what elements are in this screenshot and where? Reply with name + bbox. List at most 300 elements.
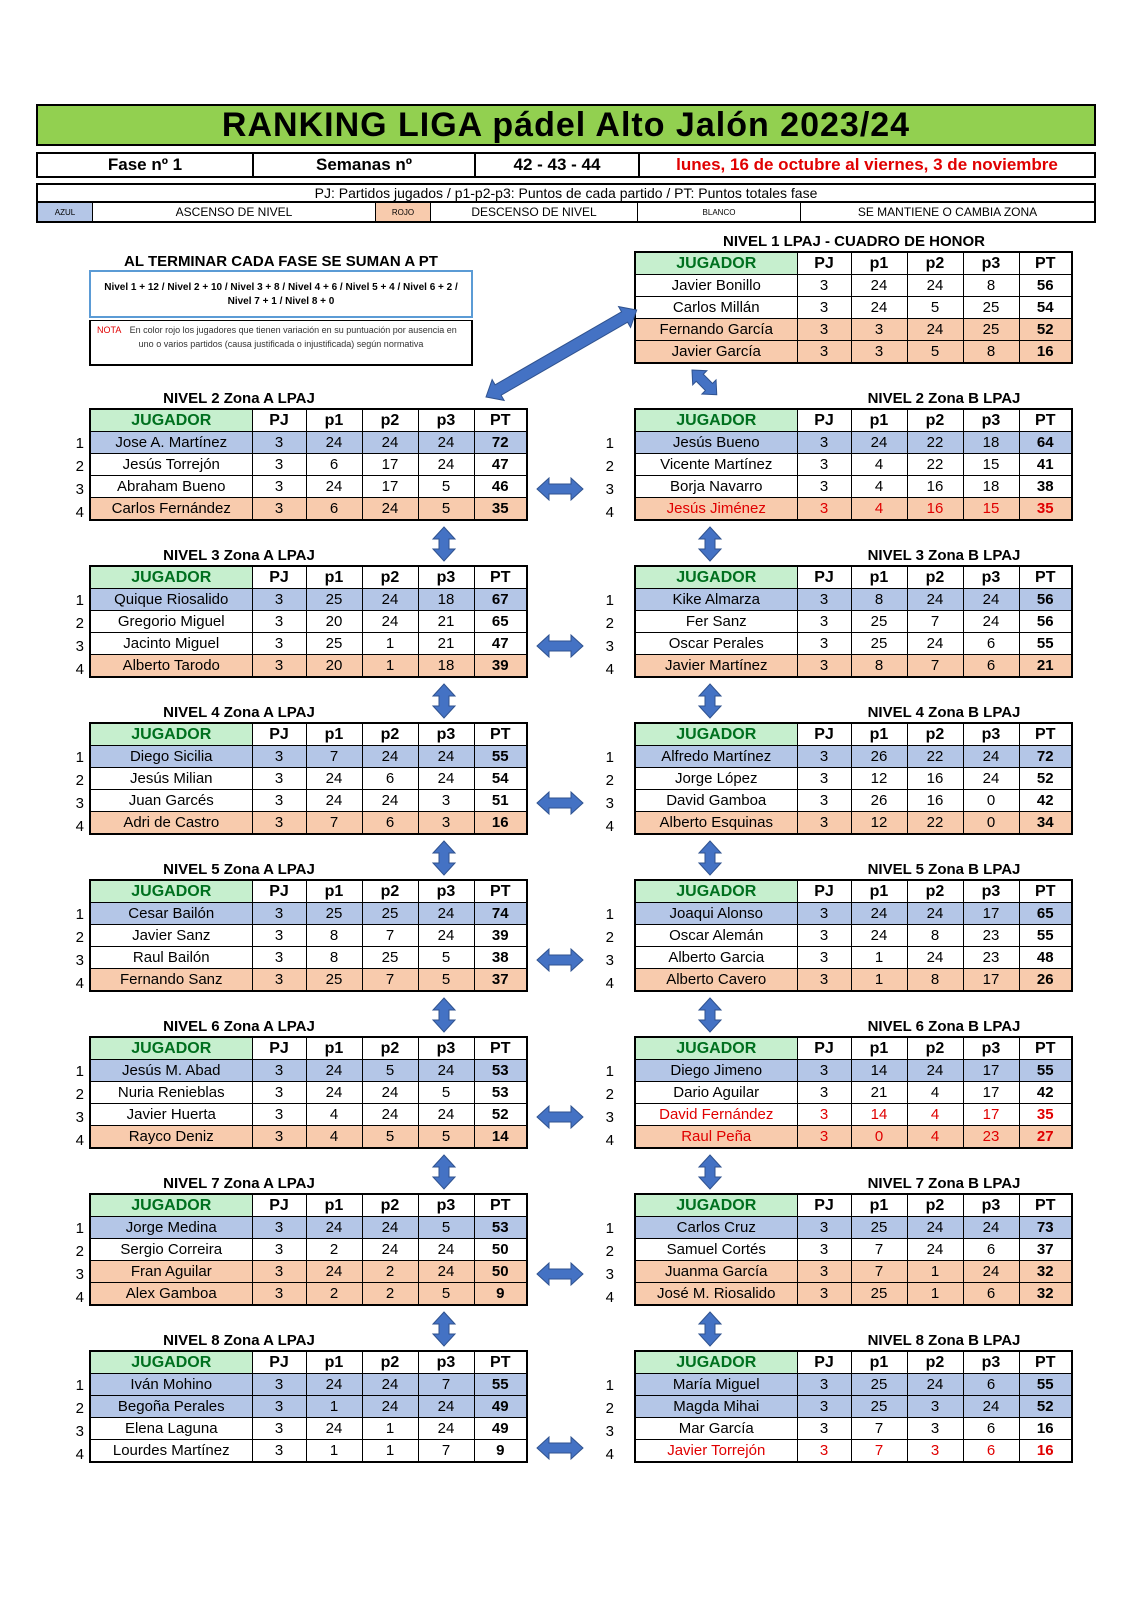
cell-p2: 24	[362, 1217, 418, 1239]
table-row	[635, 790, 1072, 812]
cell-pt: 38	[1019, 476, 1072, 498]
cell-pj: 3	[797, 746, 851, 768]
cell-p1: 3	[851, 319, 907, 341]
color-legend	[36, 203, 1096, 223]
double-arrow-icon	[433, 1155, 455, 1189]
cell-name: Jose A. Martínez	[90, 432, 252, 454]
cell-p2: 24	[362, 1104, 418, 1126]
row-number: 3	[75, 481, 84, 498]
cell-p1: 20	[306, 655, 362, 678]
page-title: RANKING LIGA pádel Alto Jalón 2023/24	[36, 104, 1096, 146]
ranking-table-n3a	[89, 565, 528, 678]
weeks-label: Semanas nº	[254, 154, 476, 176]
cell-name: Juanma García	[635, 1261, 797, 1283]
table-row	[635, 746, 1072, 768]
cell-p1: 2	[306, 1283, 362, 1306]
ranking-table-n3b	[634, 565, 1073, 678]
cell-pt: 52	[1019, 768, 1072, 790]
cell-name: Abraham Bueno	[90, 476, 252, 498]
column-header: PT	[474, 1351, 527, 1374]
cell-pj: 3	[252, 454, 306, 476]
cell-p2: 17	[362, 476, 418, 498]
column-header: p3	[963, 1351, 1019, 1374]
cell-p3: 24	[418, 925, 474, 947]
table-row	[90, 589, 527, 611]
cell-p3: 24	[418, 903, 474, 925]
cell-p3: 5	[418, 1126, 474, 1149]
column-header: PJ	[797, 252, 851, 275]
cell-p3: 24	[418, 1418, 474, 1440]
column-header: p1	[306, 409, 362, 432]
cell-p2: 24	[362, 498, 418, 521]
ranking-table-n6a	[89, 1036, 528, 1149]
double-arrow-icon	[537, 478, 583, 500]
column-header: JUGADOR	[635, 1194, 797, 1217]
table-row	[90, 476, 527, 498]
cell-pt: 51	[474, 790, 527, 812]
table-row	[635, 454, 1072, 476]
level-title-n8b: NIVEL 8 Zona B LPAJ	[867, 1332, 1021, 1349]
cell-p1: 26	[851, 746, 907, 768]
cell-p3: 6	[963, 633, 1019, 655]
column-header: JUGADOR	[635, 1037, 797, 1060]
row-number: 4	[605, 1446, 614, 1463]
column-header: p2	[362, 1351, 418, 1374]
column-header: p3	[418, 566, 474, 589]
column-header: p3	[963, 252, 1019, 275]
cell-p3: 24	[418, 1060, 474, 1082]
cell-p3: 23	[963, 947, 1019, 969]
ranking-table-n2a	[89, 408, 528, 521]
cell-name: Javier Huerta	[90, 1104, 252, 1126]
table-row	[90, 1396, 527, 1418]
table-row	[635, 633, 1072, 655]
cell-pt: 16	[1019, 1418, 1072, 1440]
cell-p1: 2	[306, 1239, 362, 1261]
cell-p3: 18	[418, 589, 474, 611]
cell-p3: 17	[963, 969, 1019, 992]
cell-pt: 53	[474, 1060, 527, 1082]
table-row	[90, 432, 527, 454]
column-header: p3	[418, 1194, 474, 1217]
cell-p3: 8	[963, 341, 1019, 364]
table-row	[90, 633, 527, 655]
column-header: p3	[963, 723, 1019, 746]
cell-pj: 3	[252, 1082, 306, 1104]
row-number: 3	[605, 1266, 614, 1283]
cell-p2: 22	[907, 454, 963, 476]
column-header: PT	[1019, 1037, 1072, 1060]
cell-p1: 4	[306, 1126, 362, 1149]
cell-p2: 25	[362, 947, 418, 969]
double-arrow-icon	[433, 1312, 455, 1346]
column-header: PJ	[797, 566, 851, 589]
table-row	[90, 1104, 527, 1126]
cell-pt: 9	[474, 1440, 527, 1463]
row-number: 2	[75, 615, 84, 632]
cell-name: Lourdes Martínez	[90, 1440, 252, 1463]
cell-pt: 64	[1019, 432, 1072, 454]
row-number: 3	[605, 638, 614, 655]
column-header: PJ	[252, 1194, 306, 1217]
column-header: PJ	[797, 409, 851, 432]
cell-p1: 4	[306, 1104, 362, 1126]
cell-p1: 25	[306, 969, 362, 992]
row-number: 3	[605, 1423, 614, 1440]
cell-p3: 0	[963, 812, 1019, 835]
column-header: p1	[851, 1194, 907, 1217]
cell-p2: 16	[907, 790, 963, 812]
cell-p2: 7	[362, 925, 418, 947]
column-header: PT	[1019, 252, 1072, 275]
column-header: p2	[907, 252, 963, 275]
cell-name: Quique Riosalido	[90, 589, 252, 611]
double-arrow-icon	[685, 363, 724, 402]
cell-name: Javier Martínez	[635, 655, 797, 678]
ranking-table-n7a	[89, 1193, 528, 1306]
cell-p2: 24	[362, 790, 418, 812]
cell-pj: 3	[252, 768, 306, 790]
table-row	[635, 1418, 1072, 1440]
cell-pt: 37	[474, 969, 527, 992]
cell-pj: 3	[252, 589, 306, 611]
row-number: 2	[605, 1243, 614, 1260]
cell-name: Oscar Perales	[635, 633, 797, 655]
legend-description: PJ: Partidos jugados / p1-p2-p3: Puntos de cada partido / PT: Puntos totales fase	[36, 183, 1096, 203]
cell-name: Carlos Millán	[635, 297, 797, 319]
cell-name: Rayco Deniz	[90, 1126, 252, 1149]
ranking-table-n8b	[634, 1350, 1073, 1463]
column-header: PJ	[797, 880, 851, 903]
cell-p1: 24	[306, 1374, 362, 1396]
row-number: 2	[75, 458, 84, 475]
cell-p3: 7	[418, 1440, 474, 1463]
column-header: p2	[907, 1194, 963, 1217]
row-number: 4	[605, 1132, 614, 1149]
legend-red-swatch: ROJO	[376, 203, 431, 221]
row-number: 3	[75, 1423, 84, 1440]
cell-p2: 8	[907, 925, 963, 947]
cell-p1: 4	[851, 476, 907, 498]
cell-pj: 3	[797, 498, 851, 521]
column-header: p1	[306, 566, 362, 589]
cell-p2: 24	[362, 611, 418, 633]
row-number: 1	[605, 592, 614, 609]
cell-pt: 74	[474, 903, 527, 925]
column-header: PJ	[797, 1194, 851, 1217]
cell-p1: 6	[306, 498, 362, 521]
cell-p2: 24	[907, 319, 963, 341]
cell-pj: 3	[252, 1239, 306, 1261]
row-number: 2	[605, 458, 614, 475]
table-header	[90, 566, 527, 589]
cell-pj: 3	[252, 498, 306, 521]
row-number: 4	[605, 1289, 614, 1306]
column-header: p2	[907, 409, 963, 432]
cell-p2: 17	[362, 454, 418, 476]
cell-name: Iván Mohino	[90, 1374, 252, 1396]
table-row	[635, 1396, 1072, 1418]
cell-name: Joaqui Alonso	[635, 903, 797, 925]
cell-pj: 3	[252, 1217, 306, 1239]
column-header: p1	[851, 409, 907, 432]
cell-p2: 22	[907, 746, 963, 768]
column-header: p2	[907, 1037, 963, 1060]
cell-pj: 3	[797, 1396, 851, 1418]
cell-pt: 48	[1019, 947, 1072, 969]
column-header: p2	[362, 880, 418, 903]
cell-pt: 14	[474, 1126, 527, 1149]
table-row	[635, 1082, 1072, 1104]
table-header	[90, 409, 527, 432]
cell-p1: 7	[306, 812, 362, 835]
cell-pt: 39	[474, 655, 527, 678]
cell-p1: 12	[851, 812, 907, 835]
table-row	[635, 925, 1072, 947]
cell-p1: 24	[306, 1060, 362, 1082]
legend-blue-text: ASCENSO DE NIVEL	[93, 203, 376, 221]
cell-p1: 24	[306, 1082, 362, 1104]
table-row	[90, 1283, 527, 1306]
cell-p3: 6	[963, 655, 1019, 678]
double-arrow-icon	[537, 635, 583, 657]
column-header: PJ	[797, 1351, 851, 1374]
cell-name: David Gamboa	[635, 790, 797, 812]
cell-pt: 55	[1019, 633, 1072, 655]
table-header	[90, 1194, 527, 1217]
table-row	[635, 498, 1072, 521]
table-header	[90, 1351, 527, 1374]
legend-white-text: SE MANTIENE O CAMBIA ZONA	[857, 205, 1038, 219]
row-number: 4	[605, 504, 614, 521]
table-row	[635, 1374, 1072, 1396]
ranking-table-n1	[634, 251, 1073, 364]
column-header: p2	[907, 1351, 963, 1374]
ranking-table-n6b	[634, 1036, 1073, 1149]
column-header: p3	[963, 566, 1019, 589]
cell-p3: 5	[418, 1283, 474, 1306]
cell-pt: 50	[474, 1261, 527, 1283]
column-header: PT	[474, 1194, 527, 1217]
row-number: 2	[75, 1400, 84, 1417]
table-row	[635, 432, 1072, 454]
column-header: p1	[306, 1194, 362, 1217]
cell-p2: 7	[907, 655, 963, 678]
table-row	[90, 1418, 527, 1440]
cell-pj: 3	[797, 341, 851, 364]
row-number: 3	[75, 1266, 84, 1283]
table-row	[90, 498, 527, 521]
column-header: p1	[306, 723, 362, 746]
cell-p2: 7	[907, 611, 963, 633]
table-row	[90, 1082, 527, 1104]
cell-pt: 56	[1019, 275, 1072, 297]
ranking-table-n2b	[634, 408, 1073, 521]
column-header: JUGADOR	[90, 1194, 252, 1217]
cell-pj: 3	[252, 903, 306, 925]
row-number: 3	[75, 795, 84, 812]
cell-p1: 7	[851, 1239, 907, 1261]
cell-pt: 56	[1019, 589, 1072, 611]
double-arrow-icon	[537, 1263, 583, 1285]
column-header: JUGADOR	[635, 252, 797, 275]
cell-name: Vicente Martínez	[635, 454, 797, 476]
level-title-n3b: NIVEL 3 Zona B LPAJ	[867, 547, 1021, 564]
cell-p1: 1	[306, 1396, 362, 1418]
cell-p1: 26	[851, 790, 907, 812]
cell-pt: 49	[474, 1396, 527, 1418]
cell-pt: 39	[474, 925, 527, 947]
cell-p1: 8	[306, 925, 362, 947]
cell-p1: 25	[851, 1217, 907, 1239]
column-header: PT	[474, 409, 527, 432]
cell-p3: 5	[418, 476, 474, 498]
cell-p2: 1	[362, 1440, 418, 1463]
cell-p2: 24	[907, 1239, 963, 1261]
cell-pj: 3	[252, 790, 306, 812]
cell-p1: 6	[306, 454, 362, 476]
cell-pj: 3	[797, 947, 851, 969]
cell-name: Jorge Medina	[90, 1217, 252, 1239]
row-number: 4	[75, 504, 84, 521]
cell-name: Cesar Bailón	[90, 903, 252, 925]
cell-p3: 17	[963, 1082, 1019, 1104]
cell-p1: 24	[306, 432, 362, 454]
cell-pj: 3	[252, 1261, 306, 1283]
cell-pj: 3	[797, 1126, 851, 1149]
cell-p1: 14	[851, 1060, 907, 1082]
column-header: p3	[963, 409, 1019, 432]
cell-pt: 46	[474, 476, 527, 498]
cell-pj: 3	[252, 812, 306, 835]
cell-p3: 3	[418, 812, 474, 835]
cell-p1: 24	[306, 790, 362, 812]
row-number: 3	[605, 1109, 614, 1126]
cell-name: Jacinto Miguel	[90, 633, 252, 655]
cell-pj: 3	[797, 969, 851, 992]
column-header: p2	[362, 723, 418, 746]
cell-p1: 24	[851, 297, 907, 319]
table-row	[90, 1060, 527, 1082]
column-header: JUGADOR	[90, 723, 252, 746]
level-title-n7a: NIVEL 7 Zona A LPAJ	[163, 1175, 315, 1192]
column-header: PT	[1019, 880, 1072, 903]
cell-pj: 3	[797, 1440, 851, 1463]
cell-name: Javier García	[635, 341, 797, 364]
cell-p2: 3	[907, 1440, 963, 1463]
cell-p2: 24	[907, 947, 963, 969]
cell-name: Fer Sanz	[635, 611, 797, 633]
cell-p1: 8	[306, 947, 362, 969]
cell-p1: 24	[851, 903, 907, 925]
cell-p2: 25	[362, 903, 418, 925]
column-header: PT	[474, 723, 527, 746]
cell-pt: 56	[1019, 611, 1072, 633]
column-header: PJ	[252, 880, 306, 903]
cell-pt: 35	[474, 498, 527, 521]
phase-label: Fase nº 1	[38, 154, 254, 176]
cell-name: Adri de Castro	[90, 812, 252, 835]
column-header: p2	[907, 880, 963, 903]
cell-pj: 3	[797, 1060, 851, 1082]
cell-p1: 25	[851, 1283, 907, 1306]
cell-name: David Fernández	[635, 1104, 797, 1126]
cell-name: Nuria Renieblas	[90, 1082, 252, 1104]
cell-pt: 65	[1019, 903, 1072, 925]
cell-name: Alfredo Martínez	[635, 746, 797, 768]
row-number: 2	[605, 772, 614, 789]
cell-pj: 3	[252, 1126, 306, 1149]
column-header: p2	[362, 409, 418, 432]
cell-pj: 3	[797, 1104, 851, 1126]
level-title-n2a: NIVEL 2 Zona A LPAJ	[163, 390, 315, 407]
column-header: JUGADOR	[90, 1037, 252, 1060]
cell-p1: 8	[851, 589, 907, 611]
cell-p1: 7	[851, 1418, 907, 1440]
cell-name: María Miguel	[635, 1374, 797, 1396]
cell-pj: 3	[797, 1082, 851, 1104]
cell-p1: 1	[306, 1440, 362, 1463]
cell-p3: 23	[963, 925, 1019, 947]
cell-name: Fernando García	[635, 319, 797, 341]
table-row	[635, 1126, 1072, 1149]
cell-p2: 6	[362, 812, 418, 835]
row-number: 4	[605, 818, 614, 835]
cell-p3: 7	[418, 1374, 474, 1396]
table-row	[90, 1440, 527, 1463]
table-row	[635, 589, 1072, 611]
cell-p3: 17	[963, 903, 1019, 925]
cell-name: Jesús M. Abad	[90, 1060, 252, 1082]
cell-pj: 3	[797, 925, 851, 947]
cell-p3: 25	[963, 319, 1019, 341]
table-row	[635, 297, 1072, 319]
cell-name: Javier Torrejón	[635, 1440, 797, 1463]
cell-name: Alberto Cavero	[635, 969, 797, 992]
cell-pt: 32	[1019, 1261, 1072, 1283]
cell-p3: 24	[418, 454, 474, 476]
cell-pt: 35	[1019, 1104, 1072, 1126]
table-row	[635, 947, 1072, 969]
table-row	[90, 790, 527, 812]
column-header: p1	[306, 1351, 362, 1374]
row-number: 2	[75, 772, 84, 789]
ranking-table-n4a	[89, 722, 528, 835]
row-number: 3	[75, 1109, 84, 1126]
cell-name: Fran Aguilar	[90, 1261, 252, 1283]
cell-pt: 47	[474, 633, 527, 655]
row-number: 1	[605, 1377, 614, 1394]
table-header	[635, 723, 1072, 746]
column-header: p1	[851, 880, 907, 903]
cell-pj: 3	[797, 476, 851, 498]
table-row	[635, 611, 1072, 633]
level-title-n4b: NIVEL 4 Zona B LPAJ	[867, 704, 1021, 721]
row-number: 1	[605, 1063, 614, 1080]
cell-pt: 52	[1019, 1396, 1072, 1418]
cell-p1: 25	[306, 903, 362, 925]
cell-pj: 3	[252, 611, 306, 633]
column-header: p3	[963, 1194, 1019, 1217]
cell-pj: 3	[252, 925, 306, 947]
double-arrow-icon	[433, 841, 455, 875]
cell-pt: 53	[474, 1082, 527, 1104]
cell-p1: 25	[851, 633, 907, 655]
column-header: p1	[851, 723, 907, 746]
cell-pj: 3	[252, 969, 306, 992]
cell-p1: 24	[306, 1418, 362, 1440]
cell-name: Magda Mihai	[635, 1396, 797, 1418]
